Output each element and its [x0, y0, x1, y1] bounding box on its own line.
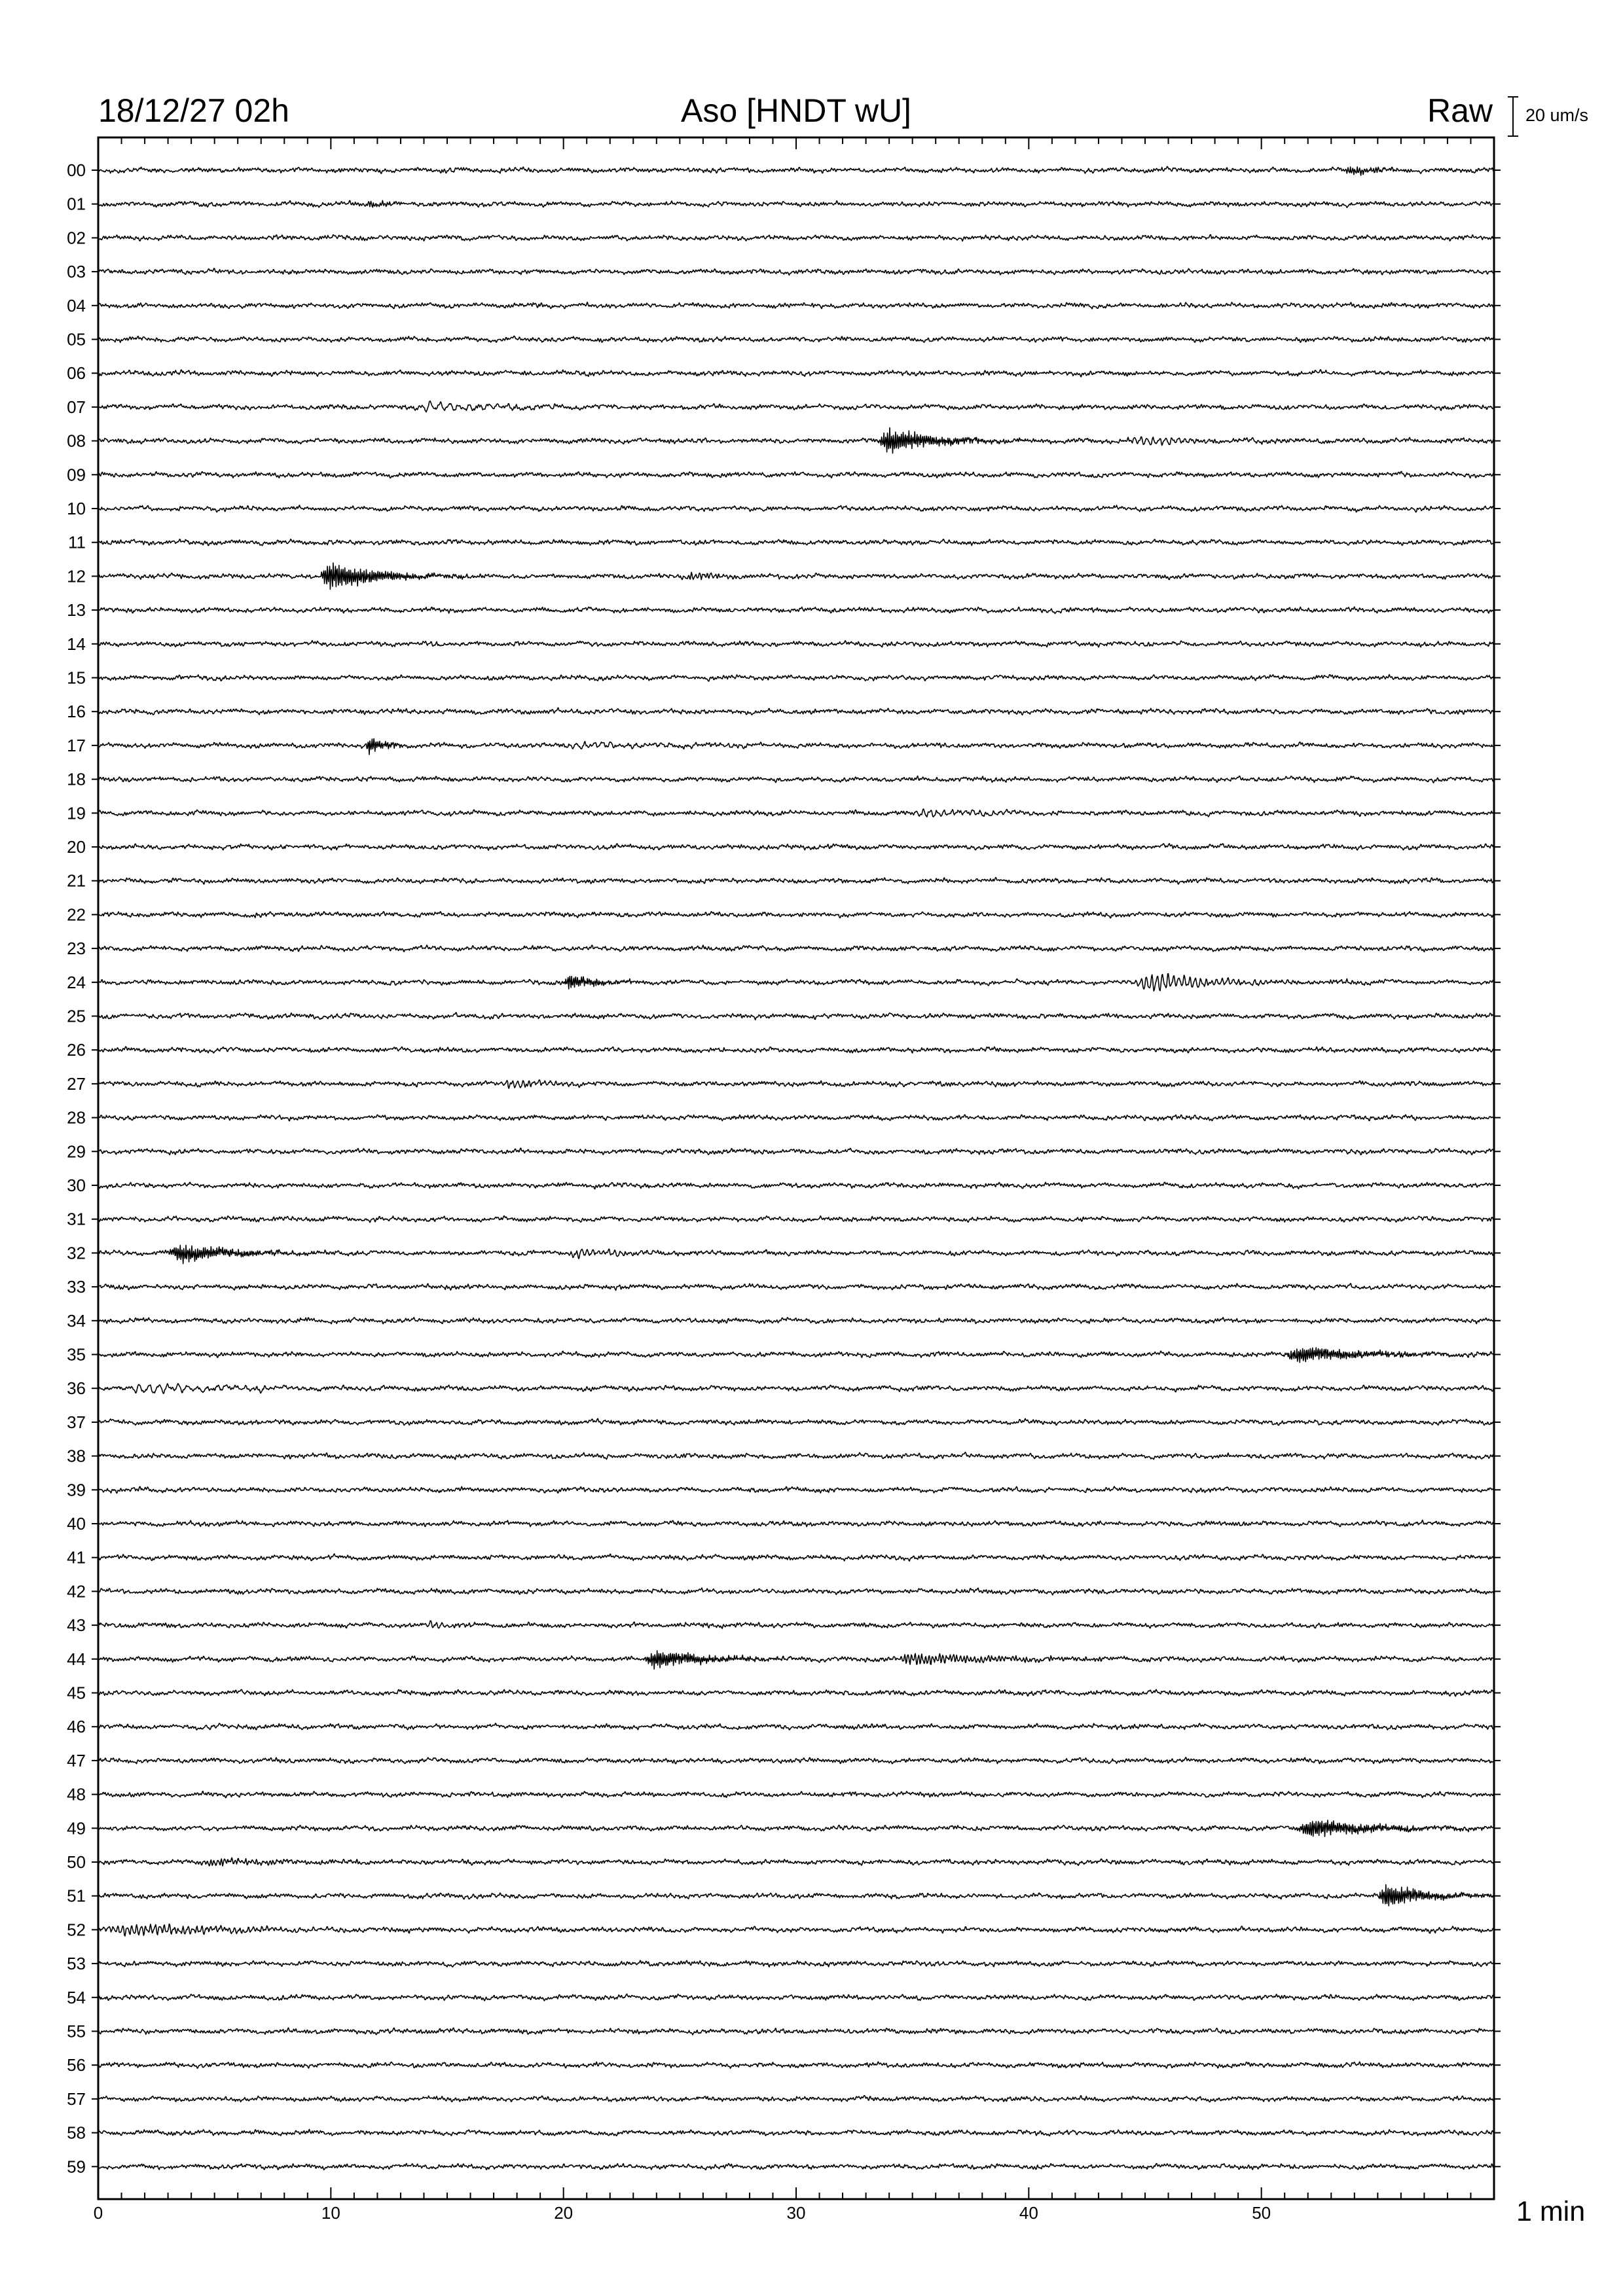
row-label-26: 26 — [67, 1040, 86, 1060]
axis-ticks — [92, 137, 1501, 2199]
row-label-05: 05 — [67, 329, 86, 350]
trace-17 — [98, 739, 1494, 755]
row-label-34: 34 — [67, 1310, 86, 1331]
row-label-13: 13 — [67, 600, 86, 620]
trace-43 — [98, 1621, 1494, 1628]
row-labels — [67, 160, 86, 2176]
x-tick-labels — [94, 2203, 1271, 2223]
row-label-28: 28 — [67, 1107, 86, 1128]
row-label-45: 45 — [67, 1683, 86, 1703]
trace-28 — [98, 1115, 1494, 1121]
row-label-01: 01 — [67, 194, 86, 214]
x-tick-label-20: 20 — [554, 2203, 574, 2223]
row-label-49: 49 — [67, 1818, 86, 1839]
trace-54 — [98, 1994, 1494, 2001]
trace-56 — [98, 2062, 1494, 2068]
trace-52 — [98, 1924, 1494, 1936]
row-label-52: 52 — [67, 1920, 86, 1940]
row-label-14: 14 — [67, 634, 86, 654]
row-label-51: 51 — [67, 1886, 86, 1906]
trace-22 — [98, 912, 1494, 918]
trace-49 — [98, 1820, 1494, 1837]
trace-58 — [98, 2129, 1494, 2136]
trace-41 — [98, 1554, 1494, 1561]
x-tick-label-10: 10 — [321, 2203, 340, 2223]
trace-20 — [98, 844, 1494, 850]
row-label-24: 24 — [67, 972, 86, 992]
row-label-50: 50 — [67, 1852, 86, 1872]
row-label-32: 32 — [67, 1243, 86, 1263]
trace-04 — [98, 302, 1494, 309]
trace-51 — [98, 1885, 1494, 1906]
trace-31 — [98, 1216, 1494, 1223]
trace-06 — [98, 370, 1494, 377]
trace-42 — [98, 1588, 1494, 1595]
row-label-16: 16 — [67, 702, 86, 722]
row-label-36: 36 — [67, 1378, 86, 1399]
trace-55 — [98, 2028, 1494, 2035]
trace-11 — [98, 539, 1494, 546]
row-label-18: 18 — [67, 769, 86, 789]
row-label-58: 58 — [67, 2123, 86, 2143]
row-label-53: 53 — [67, 1954, 86, 1974]
date-hour-label: 18/12/27 02h — [98, 92, 289, 129]
trace-01 — [98, 200, 1494, 207]
trace-39 — [98, 1486, 1494, 1493]
row-label-08: 08 — [67, 431, 86, 451]
trace-30 — [98, 1182, 1494, 1189]
trace-05 — [98, 336, 1494, 342]
trace-40 — [98, 1520, 1494, 1527]
row-label-10: 10 — [67, 499, 86, 518]
plot-frame — [98, 137, 1494, 2199]
trace-14 — [98, 641, 1494, 647]
row-label-38: 38 — [67, 1446, 86, 1466]
x-tick-label-40: 40 — [1019, 2203, 1038, 2223]
row-label-17: 17 — [67, 735, 86, 755]
trace-44 — [98, 1651, 1494, 1669]
row-label-22: 22 — [67, 905, 86, 925]
trace-33 — [98, 1283, 1494, 1291]
x-tick-label-50: 50 — [1252, 2203, 1271, 2223]
station-title: Aso [HNDT wU] — [681, 92, 911, 129]
trace-00 — [98, 166, 1494, 175]
trace-02 — [98, 235, 1494, 242]
row-label-54: 54 — [67, 1987, 86, 2007]
trace-36 — [98, 1384, 1494, 1393]
row-label-47: 47 — [67, 1750, 86, 1770]
seismic-traces — [98, 166, 1494, 2170]
row-label-27: 27 — [67, 1073, 86, 1094]
row-label-56: 56 — [67, 2055, 86, 2075]
row-label-00: 00 — [67, 160, 86, 180]
row-label-44: 44 — [67, 1649, 86, 1669]
row-label-39: 39 — [67, 1480, 86, 1500]
row-label-09: 09 — [67, 465, 86, 485]
trace-12 — [98, 563, 1494, 589]
row-label-07: 07 — [67, 397, 86, 417]
trace-47 — [98, 1757, 1494, 1764]
row-label-15: 15 — [67, 668, 86, 688]
row-label-25: 25 — [67, 1006, 86, 1026]
row-label-04: 04 — [67, 295, 86, 315]
trace-45 — [98, 1689, 1494, 1696]
x-tick-label-0: 0 — [93, 2203, 103, 2223]
trace-29 — [98, 1148, 1494, 1155]
row-label-20: 20 — [67, 837, 86, 857]
trace-26 — [98, 1047, 1494, 1053]
trace-09 — [98, 471, 1494, 478]
row-label-35: 35 — [67, 1344, 86, 1365]
row-label-48: 48 — [67, 1784, 86, 1804]
amplitude-scale-bar — [1508, 97, 1518, 136]
row-label-40: 40 — [67, 1514, 86, 1534]
trace-59 — [98, 2164, 1494, 2170]
row-label-30: 30 — [67, 1175, 86, 1195]
trace-08 — [98, 428, 1494, 454]
trace-50 — [98, 1857, 1494, 1866]
trace-19 — [98, 809, 1494, 817]
trace-03 — [98, 268, 1494, 275]
trace-27 — [98, 1080, 1494, 1088]
row-label-19: 19 — [67, 803, 86, 823]
row-label-41: 41 — [67, 1547, 86, 1568]
row-label-46: 46 — [67, 1717, 86, 1737]
row-label-42: 42 — [67, 1581, 86, 1602]
trace-53 — [98, 1960, 1494, 1967]
trace-21 — [98, 878, 1494, 884]
row-label-23: 23 — [67, 939, 86, 959]
trace-24 — [98, 974, 1494, 992]
row-label-21: 21 — [67, 870, 86, 891]
trace-18 — [98, 776, 1494, 783]
row-label-43: 43 — [67, 1615, 86, 1636]
trace-15 — [98, 675, 1494, 681]
trace-35 — [98, 1348, 1494, 1363]
row-label-37: 37 — [67, 1412, 86, 1432]
trace-16 — [98, 708, 1494, 715]
x-tick-label-30: 30 — [786, 2203, 806, 2223]
mode-label: Raw — [1427, 92, 1493, 129]
row-label-55: 55 — [67, 2021, 86, 2041]
row-label-12: 12 — [67, 566, 86, 586]
row-label-11: 11 — [68, 532, 86, 552]
trace-07 — [98, 401, 1494, 412]
trace-13 — [98, 607, 1494, 613]
trace-10 — [98, 505, 1494, 512]
trace-32 — [98, 1246, 1494, 1264]
trace-57 — [98, 2096, 1494, 2102]
amplitude-scale-label: 20 um/s — [1525, 105, 1589, 125]
trace-25 — [98, 1013, 1494, 1020]
trace-38 — [98, 1452, 1494, 1460]
trace-46 — [98, 1723, 1494, 1730]
row-label-33: 33 — [67, 1277, 86, 1297]
trace-23 — [98, 945, 1494, 952]
trace-48 — [98, 1791, 1494, 1798]
row-label-02: 02 — [67, 228, 86, 248]
trace-34 — [98, 1318, 1494, 1324]
x-axis-unit-label: 1 min — [1516, 2196, 1586, 2227]
row-label-03: 03 — [67, 262, 86, 282]
row-label-57: 57 — [67, 2089, 86, 2109]
row-label-59: 59 — [67, 2157, 86, 2177]
row-label-06: 06 — [67, 363, 86, 384]
row-label-31: 31 — [67, 1209, 86, 1229]
row-label-29: 29 — [67, 1141, 86, 1162]
trace-37 — [98, 1418, 1494, 1425]
